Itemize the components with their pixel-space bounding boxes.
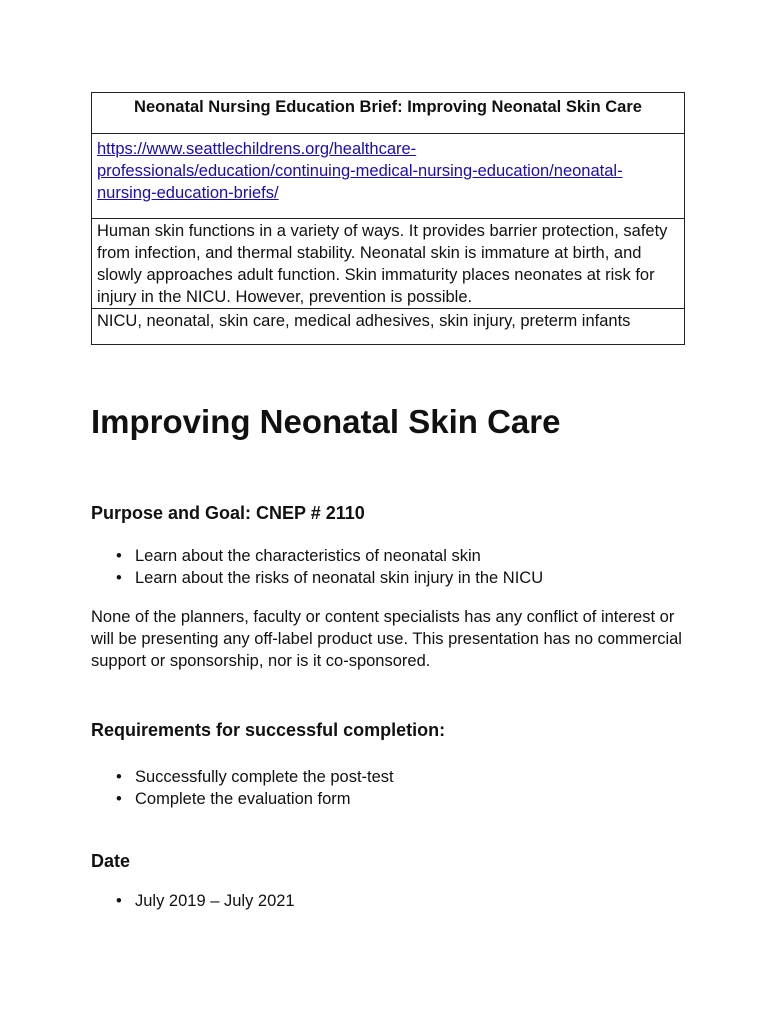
list-item bbox=[91, 766, 394, 788]
list-item bbox=[91, 890, 295, 912]
brief-url-cell bbox=[92, 134, 685, 219]
bullet-icon: • bbox=[116, 569, 122, 587]
list-item bbox=[91, 545, 543, 567]
brief-keywords: NICU, neonatal, skin care, medical adhesives, skin injury, preterm infants bbox=[92, 309, 685, 345]
date-heading: Date bbox=[91, 851, 131, 871]
date-list bbox=[91, 890, 295, 912]
bullet-icon: • bbox=[116, 790, 122, 808]
bullet-icon: • bbox=[116, 547, 122, 565]
brief-url-link[interactable] bbox=[97, 140, 623, 202]
brief-description: Human skin functions in a variety of ways. It provides barrier protection, safety from infection, and thermal stability. Neonatal skin is immature at birth, and slowly approaches adult function. Skin immaturity places neonates at risk for injury in the NICU. However, prevention is possible. bbox=[92, 219, 685, 309]
url-line-1: https://www.seattlechildrens.org/healthcare- bbox=[97, 140, 417, 158]
purpose-heading: Purpose and Goal: CNEP # 2110 bbox=[91, 503, 365, 523]
url-line-3: nursing-education-briefs/ bbox=[97, 184, 279, 202]
url-line-2: professionals/education/continuing-medical-nursing-education/neonatal- bbox=[97, 162, 623, 180]
purpose-list bbox=[91, 545, 543, 589]
list-item bbox=[91, 788, 394, 810]
brief-info-table bbox=[91, 92, 685, 345]
list-item-text: Learn about the characteristics of neonatal skin bbox=[135, 547, 481, 565]
bullet-icon: • bbox=[116, 892, 122, 910]
brief-title: Neonatal Nursing Education Brief: Improving Neonatal Skin Care bbox=[92, 93, 685, 134]
list-item-text: July 2019 – July 2021 bbox=[135, 892, 295, 910]
list-item-text: Learn about the risks of neonatal skin injury in the NICU bbox=[135, 569, 544, 587]
requirements-list bbox=[91, 766, 394, 810]
requirements-heading: Requirements for successful completion: bbox=[91, 720, 446, 740]
list-item-text: Complete the evaluation form bbox=[135, 790, 351, 808]
page-title: Improving Neonatal Skin Care bbox=[91, 403, 561, 440]
list-item-text: Successfully complete the post-test bbox=[135, 768, 394, 786]
bullet-icon: • bbox=[116, 768, 122, 786]
list-item bbox=[91, 567, 543, 589]
disclosure-paragraph: None of the planners, faculty or content specialists has any conflict of interest or will be presenting any off-label product use. This presentation has no commercial support or sponsorship, nor is it co-sponsored. bbox=[91, 608, 682, 670]
